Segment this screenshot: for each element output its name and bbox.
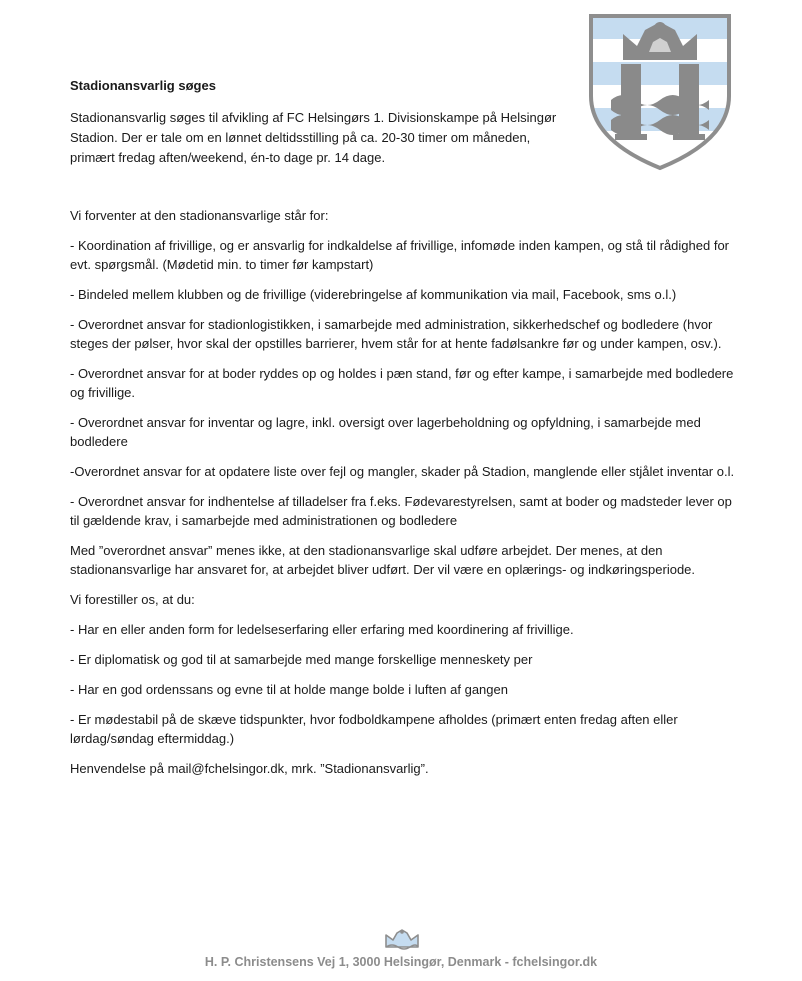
responsibility-item: - Overordnet ansvar for indhentelse af tilladelser fra f.eks. Fødevarestyrelsen, samt at boder og madsteder lever op til gældende krav, i samarbejde med administrationen og bodledere bbox=[70, 494, 732, 528]
profile-item: - Har en god ordenssans og evne til at holde mange bolde i luften af gangen bbox=[70, 682, 508, 697]
clarification-paragraph: Med ”overordnet ansvar” menes ikke, at den stadionansvarlige skal udføre arbejdet. Der menes, at den stadionansvarlige har ansvaret for, at arbejdet bliver udført. Der vil være en oplærings- og indkøringsperiode. bbox=[70, 543, 696, 577]
contact-line: Henvendelse på mail@fchelsingor.dk, mrk. ”Stadionansvarlig”. bbox=[70, 761, 429, 776]
intro-paragraph: Stadionansvarlig søges til afvikling af FC Helsingørs 1. Divisionskampe på Helsingør Stadion. Der er tale om en lønnet deltidsstilling på ca. 20-30 timer om måneden, primært fredag aften/weekend, én-to dage pr. 14 dage. bbox=[70, 110, 557, 165]
crest-year: 2005 bbox=[643, 147, 677, 162]
fc-helsingor-crest-icon bbox=[587, 12, 733, 172]
document-body bbox=[70, 206, 740, 789]
responsibility-item: - Bindeled mellem klubben og de frivillige (viderebringelse af kommunikation via mail, Facebook, sms o.l.) bbox=[70, 287, 677, 302]
profile-heading: Vi forestiller os, at du: bbox=[70, 592, 195, 607]
responsibility-item: -Overordnet ansvar for at opdatere liste over fejl og mangler, skader på Stadion, manglende eller stjålet inventar o.l. bbox=[70, 464, 735, 479]
responsibility-item: - Overordnet ansvar for stadionlogistikken, i samarbejde med administration, sikkerhedschef og bodledere (hvor steges der pølser, hvor skal der opstilles barrierer, hvem står for at hente fadølsankre før og under kampen, osv.). bbox=[70, 317, 722, 351]
profile-item: - Har en eller anden form for ledelseserfaring eller erfaring med koordinering af frivillige. bbox=[70, 622, 574, 637]
crown-icon bbox=[383, 929, 421, 951]
document-title: Stadionansvarlig søges bbox=[70, 78, 216, 93]
profile-item: - Er mødestabil på de skæve tidspunkter, hvor fodboldkampene afholdes (primært enten fredag aften eller lørdag/søndag eftermiddag.) bbox=[70, 712, 678, 746]
responsibility-item: - Overordnet ansvar for at boder ryddes op og holdes i pæn stand, før og efter kampe, i samarbejde med bodledere og frivillige. bbox=[70, 366, 734, 400]
profile-item: - Er diplomatisk og god til at samarbejde med mange forskellige menneskety per bbox=[70, 652, 533, 667]
responsibility-item: - Overordnet ansvar for inventar og lagre, inkl. oversigt over lagerbeholdning og opfyldning, i samarbejde med bodledere bbox=[70, 415, 701, 449]
expectations-heading: Vi forventer at den stadionansvarlige står for: bbox=[70, 208, 329, 223]
footer-address: H. P. Christensens Vej 1, 3000 Helsingør, Denmark - fchelsingor.dk bbox=[204, 955, 598, 969]
responsibility-item: - Koordination af frivillige, og er ansvarlig for indkaldelse af frivillige, infomøde inden kampen, og stå til rådighed for evt. spørgsmål. (Mødetid min. to timer før kampstart) bbox=[70, 238, 730, 272]
